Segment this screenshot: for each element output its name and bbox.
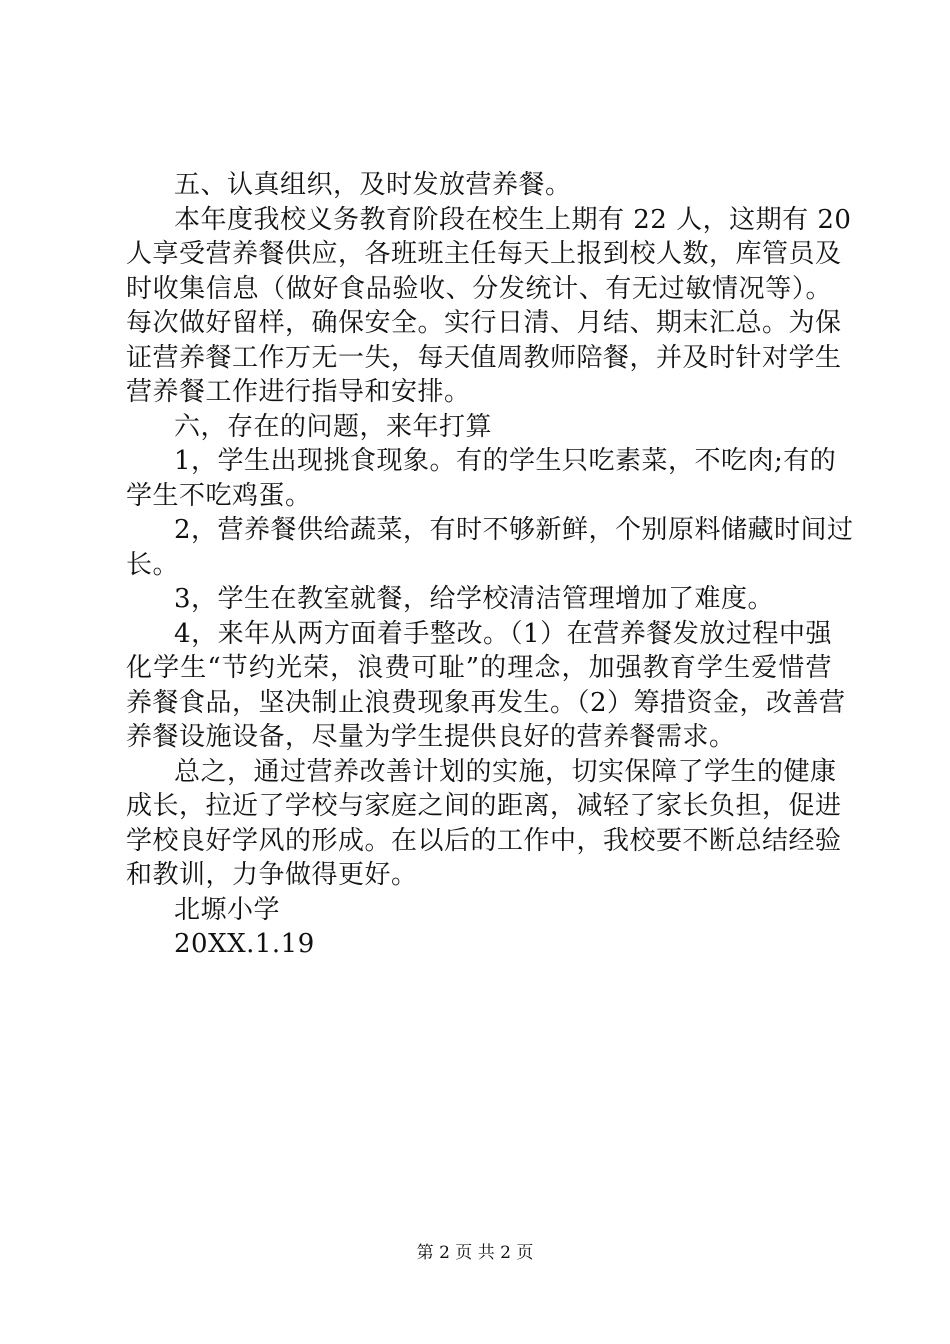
paragraph-line: 3，学生在教室就餐，给学校清洁管理增加了难度。 (174, 584, 775, 614)
paragraph-line: 2，营养餐供给蔬菜，有时不够新鲜，个别原料储藏时间过 (174, 515, 854, 545)
section-heading-5: 五、认真组织，及时发放营养餐。 (174, 170, 572, 200)
paragraph-line: 人享受营养餐供应，各班班主任每天上报到校人数，库管员及 (126, 239, 842, 269)
page-number-footer: 第 2 页 共 2 页 (416, 1243, 534, 1263)
document-body (126, 168, 854, 962)
paragraph-line: 营养餐工作进行指导和安排。 (126, 377, 471, 407)
paragraph-line: 和教训，力争做得更好。 (126, 860, 418, 890)
paragraph-line: 成长，拉近了学校与家庭之间的距离，减轻了家长负担，促进 (126, 791, 842, 821)
paragraph-line: 养餐设施设备，尽量为学生提供良好的营养餐需求。 (126, 722, 736, 752)
paragraph-line: 本年度我校义务教育阶段在校生上期有 22 人，这期有 20 (174, 204, 852, 235)
paragraph-line: 长。 (126, 549, 180, 580)
paragraph-line: 1，学生出现挑食现象。有的学生只吃素菜，不吃肉;有的 (174, 446, 837, 476)
signature-date: 20XX.1.19 (174, 929, 315, 959)
paragraph-line: 4，来年从两方面着手整改。（1）在营养餐发放过程中强 (174, 618, 832, 649)
paragraph-line: 总之，通过营养改善计划的实施，切实保障了学生的健康 (174, 756, 837, 787)
paragraph-line: 时收集信息（做好食品验收、分发统计、有无过敏情况等）。 (126, 273, 832, 304)
signature-school: 北塬小学 (174, 894, 281, 925)
paragraph-line: 每次做好留样，确保安全。实行日清、月结、期末汇总。为保 (126, 308, 842, 338)
paragraph-line: 化学生“节约光荣，浪费可耻”的理念，加强教育学生爱惜营 (126, 653, 832, 683)
section-heading-6: 六，存在的问题，来年打算 (174, 411, 493, 442)
paragraph-line: 学生不吃鸡蛋。 (126, 480, 312, 511)
paragraph-line: 证营养餐工作万无一失，每天值周教师陪餐，并及时针对学生 (126, 342, 842, 373)
paragraph-line: 养餐食品，坚决制止浪费现象再发生。（2）筹措资金，改善营 (126, 687, 846, 718)
paragraph-line: 学校良好学风的形成。在以后的工作中，我校要不断总结经验 (126, 825, 842, 856)
